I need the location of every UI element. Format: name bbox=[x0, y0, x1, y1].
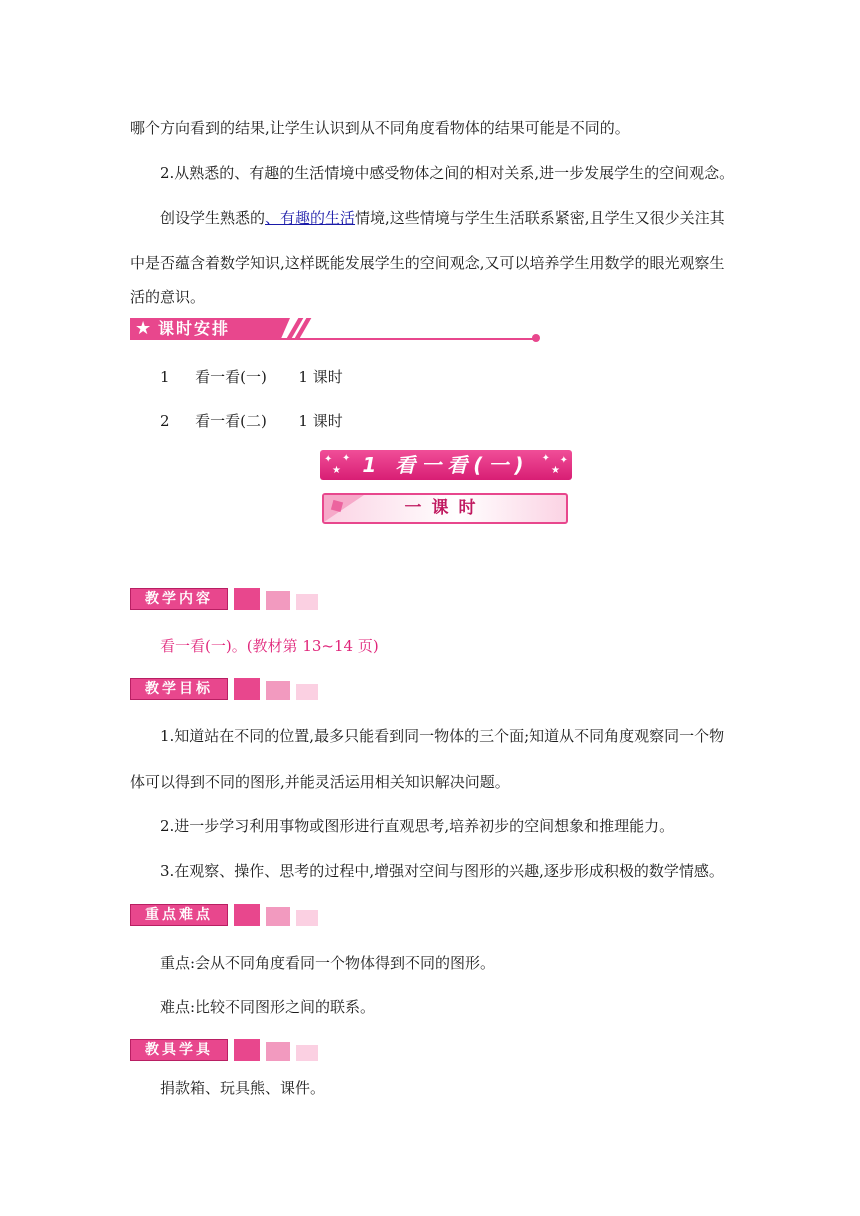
schedule-row-number: 1 bbox=[160, 368, 170, 386]
content-text: 看一看(一)。(教材第 13~14 页) bbox=[160, 637, 379, 655]
schedule-row bbox=[160, 411, 343, 431]
intro-paragraph-link[interactable]: 、有趣的生活 bbox=[265, 209, 356, 227]
heading-block-decoration bbox=[266, 1042, 290, 1061]
difficult-point: 难点:比较不同图形之间的联系。 bbox=[160, 998, 376, 1016]
star-icon: ✦ bbox=[541, 453, 550, 464]
banner-dot bbox=[532, 334, 540, 342]
heading-block-decoration bbox=[296, 684, 318, 700]
star-icon: ✦ bbox=[342, 453, 351, 464]
section-heading-goals bbox=[130, 678, 320, 700]
intro-paragraph-line-1 bbox=[160, 208, 725, 228]
star-icon: ★ bbox=[135, 318, 152, 339]
intro-paragraph-start: 创设学生熟悉的 bbox=[160, 209, 266, 227]
heading-block-decoration bbox=[234, 588, 260, 610]
heading-block-decoration bbox=[296, 594, 318, 610]
star-icon: ✦ bbox=[324, 454, 333, 465]
section-heading-tools bbox=[130, 1039, 320, 1061]
schedule-row-time: 1 课时 bbox=[298, 368, 343, 386]
heading-block-decoration bbox=[234, 904, 260, 926]
lesson-title-banner bbox=[320, 450, 572, 480]
goal-2: 2.进一步学习利用事物或图形进行直观思考,培养初步的空间想象和推理能力。 bbox=[160, 817, 675, 835]
section-heading-label: 重点难点 bbox=[130, 904, 228, 926]
heading-block-decoration bbox=[234, 678, 260, 700]
schedule-banner bbox=[130, 318, 410, 342]
schedule-row-name: 看一看(二) bbox=[195, 412, 267, 430]
lesson-subtitle: 一课时 bbox=[404, 498, 486, 518]
goal-1-line-1: 1.知道站在不同的位置,最多只能看到同一物体的三个面;知道从不同角度观察同一个物 bbox=[160, 727, 725, 745]
lesson-subtitle-banner bbox=[322, 493, 568, 524]
schedule-row-number: 2 bbox=[160, 412, 170, 430]
section-heading-content bbox=[130, 588, 320, 610]
tools-text: 捐款箱、玩具熊、课件。 bbox=[160, 1079, 326, 1097]
star-icon: ✦ bbox=[559, 455, 568, 466]
intro-line-1: 哪个方向看到的结果,让学生认识到从不同角度看物体的结果可能是不同的。 bbox=[130, 119, 630, 137]
heading-block-decoration bbox=[266, 907, 290, 926]
goal-1-line-2: 体可以得到不同的图形,并能灵活运用相关知识解决问题。 bbox=[130, 773, 510, 791]
heading-block-decoration bbox=[266, 591, 290, 610]
schedule-row-time: 1 课时 bbox=[298, 412, 343, 430]
star-icon: ★ bbox=[551, 465, 560, 476]
schedule-row bbox=[160, 367, 343, 387]
section-heading-label: 教学内容 bbox=[130, 588, 228, 610]
schedule-row-name: 看一看(一) bbox=[195, 368, 267, 386]
heading-block-decoration bbox=[266, 681, 290, 700]
section-heading-label: 教学目标 bbox=[130, 678, 228, 700]
heading-block-decoration bbox=[296, 910, 318, 926]
heading-block-decoration bbox=[296, 1045, 318, 1061]
heading-block-decoration bbox=[234, 1039, 260, 1061]
goal-3: 3.在观察、操作、思考的过程中,增强对空间与图形的兴趣,逐步形成积极的数学情感。 bbox=[160, 862, 724, 880]
intro-point-2: 2.从熟悉的、有趣的生活情境中感受物体之间的相对关系,进一步发展学生的空间观念。 bbox=[160, 164, 735, 182]
key-point: 重点:会从不同角度看同一个物体得到不同的图形。 bbox=[160, 954, 496, 972]
intro-paragraph-line-3: 活的意识。 bbox=[130, 288, 206, 306]
section-heading-label: 教具学具 bbox=[130, 1039, 228, 1061]
intro-paragraph-line-2: 中是否蕴含着数学知识,这样既能发展学生的空间观念,又可以培养学生用数学的眼光观察生 bbox=[130, 254, 725, 272]
schedule-heading: 课时安排 bbox=[158, 319, 231, 338]
section-heading-keypoints bbox=[130, 904, 320, 926]
star-icon: ★ bbox=[332, 465, 341, 476]
intro-paragraph-rest: 情境,这些情境与学生生活联系紧密,且学生又很少关注其 bbox=[355, 209, 725, 227]
banner-rule bbox=[280, 338, 535, 340]
lesson-title: 1 看一看(一) bbox=[362, 453, 530, 477]
